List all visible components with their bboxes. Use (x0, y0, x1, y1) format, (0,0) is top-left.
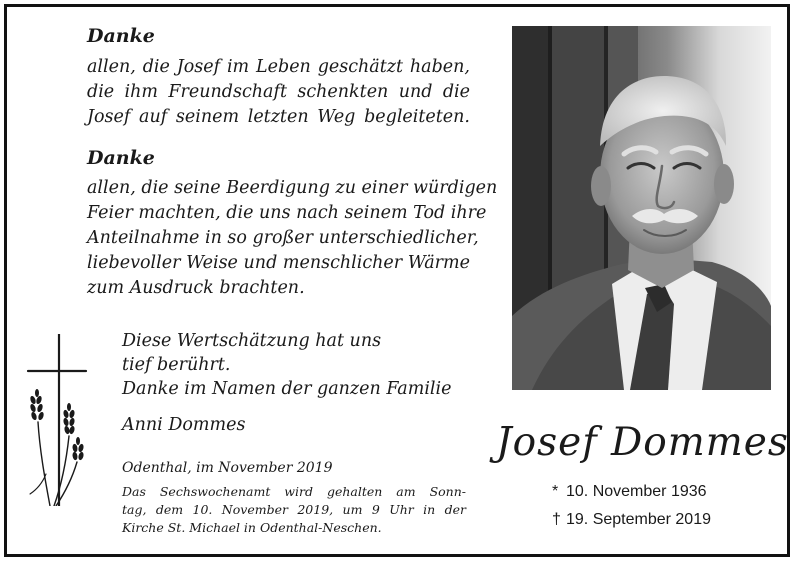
portrait-photo (512, 26, 771, 390)
paragraph-line: die ihm Freundschaft schenkten und die (87, 82, 470, 102)
cross-with-wheat-icon (26, 334, 92, 506)
death-date: 19. September 2019 (566, 511, 711, 528)
death-cross-icon: † (552, 511, 561, 528)
closing-line: Diese Wertschätzung hat uns (122, 331, 382, 351)
paragraph-line: zum Ausdruck brachten. (87, 278, 305, 298)
birth-date: 10. November 1936 (566, 483, 707, 500)
paragraph-line: Feier machten, die uns nach seinem Tod ihre (87, 203, 487, 223)
family-signature: Anni Dommes (122, 415, 246, 435)
closing-text (122, 329, 451, 401)
death-date-line (552, 510, 711, 530)
birth-date-line (552, 482, 707, 502)
notice-line: Das Sechswochenamt wird gehalten am Sonn- (122, 484, 466, 499)
paragraph-line: Josef auf seinem letzten Weg begleiteten. (87, 107, 470, 127)
paragraph-line: allen, die seine Beerdigung zu einer würdigen (87, 178, 498, 198)
place-date: Odenthal, im November 2019 (122, 460, 333, 476)
paragraph-line: Anteilnahme in so großer unterschiedlicher, (87, 228, 479, 248)
thanks-heading-2: Danke (87, 147, 155, 169)
thanks-paragraph-2 (87, 176, 498, 301)
closing-line: tief berührt. (122, 355, 231, 375)
birth-star-icon: * (552, 483, 559, 500)
notice-line: tag, dem 10. November 2019, um 9 Uhr in der (122, 502, 466, 517)
memorial-mass-notice (122, 483, 466, 537)
paragraph-line: liebevoller Weise und menschlicher Wärme (87, 253, 470, 273)
thanks-paragraph-1 (87, 55, 470, 130)
closing-line: Danke im Namen der ganzen Familie (122, 379, 452, 399)
deceased-name: Josef Dommes (496, 420, 789, 465)
thanks-heading-1: Danke (87, 25, 155, 47)
notice-line: Kirche St. Michael in Odenthal-Neschen. (122, 520, 382, 535)
paragraph-line: allen, die Josef im Leben geschätzt haben, (87, 57, 470, 77)
